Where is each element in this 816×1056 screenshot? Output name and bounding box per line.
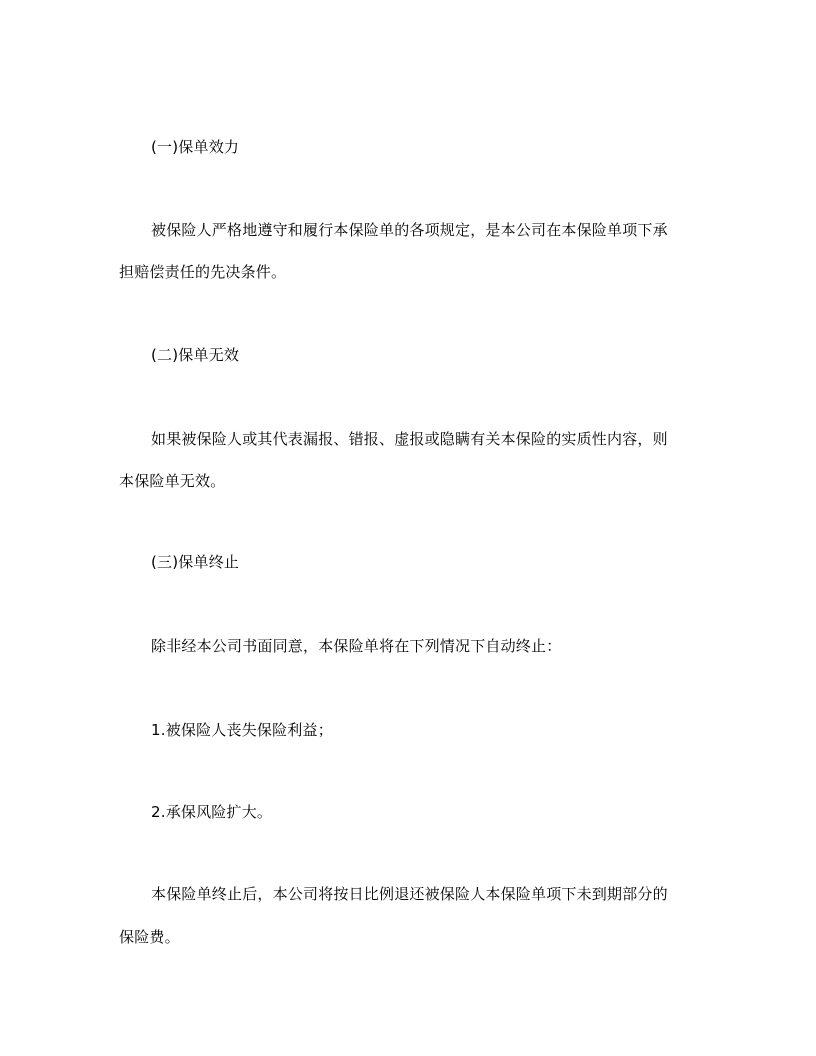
paragraph-3-intro: 除非经本公司书面同意，本保险单将在下列情况下自动终止： (151, 637, 562, 655)
closing-paragraph-line-1: 本保险单终止后，本公司将按日比例退还被保险人本保险单项下未到期部分的 (151, 885, 668, 903)
section-heading-1: (一)保单效力 (151, 138, 240, 156)
paragraph-1-line-1: 被保险人严格地遵守和履行本保险单的各项规定，是本公司在本保险单项下承 (151, 221, 668, 239)
closing-paragraph-line-2: 保险费。 (119, 928, 180, 946)
list-item-1: 1.被保险人丧失保险利益； (151, 721, 333, 739)
paragraph-1-line-2: 担赔偿责任的先决条件。 (119, 263, 287, 281)
section-heading-3: (三)保单终止 (151, 553, 240, 571)
paragraph-2-line-1: 如果被保险人或其代表漏报、错报、虚报或隐瞒有关本保险的实质性内容，则 (151, 430, 668, 448)
section-heading-2: (二)保单无效 (151, 346, 240, 364)
paragraph-2-line-2: 本保险单无效。 (119, 472, 226, 490)
list-item-2: 2.承保风险扩大。 (151, 803, 273, 821)
